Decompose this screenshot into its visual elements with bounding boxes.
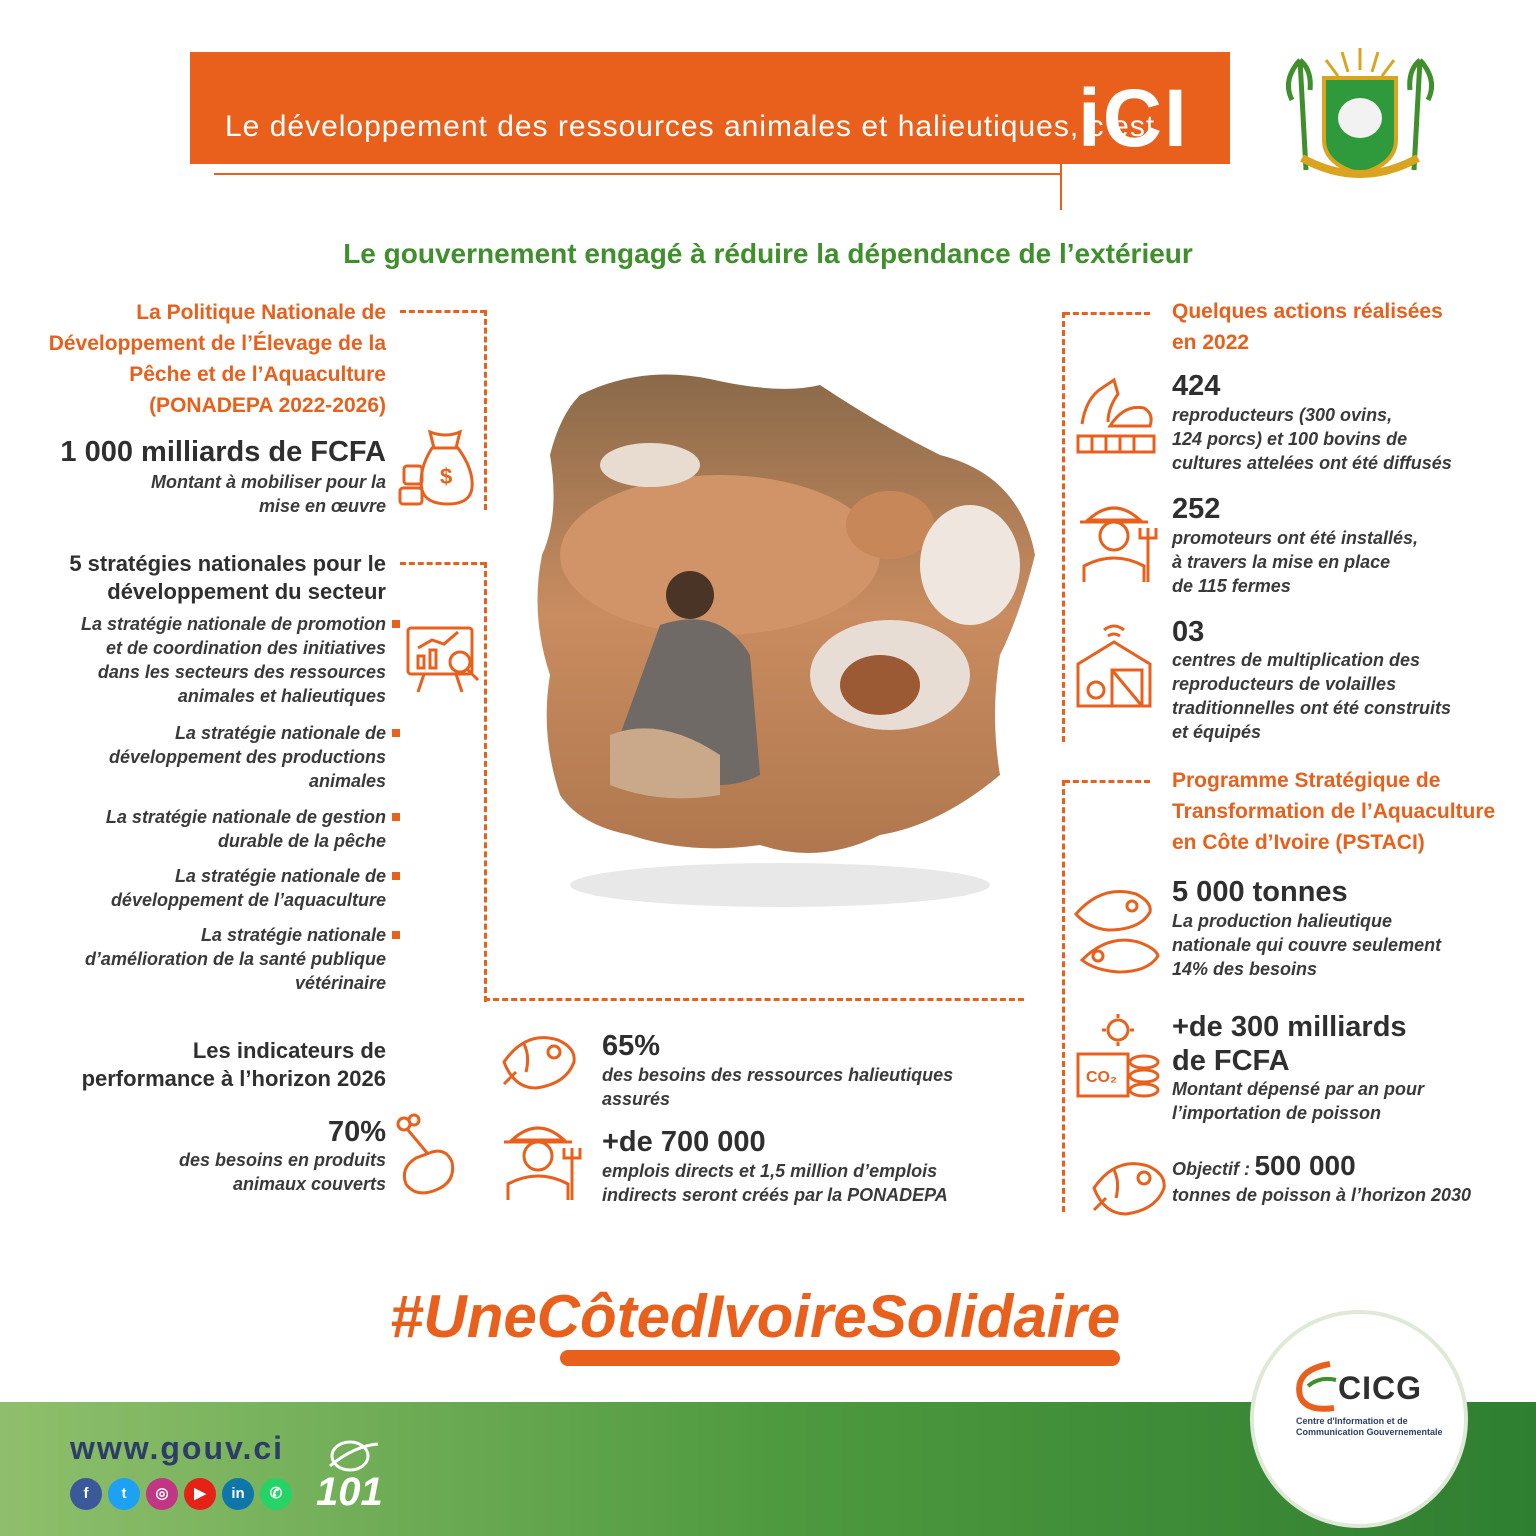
action-desc-line: à travers la mise en place bbox=[1172, 552, 1391, 572]
import-value-line: +de 300 milliards bbox=[1172, 1011, 1407, 1043]
amount-description bbox=[30, 470, 386, 518]
bullet bbox=[392, 729, 400, 737]
stat1-desc-line: assurés bbox=[602, 1089, 671, 1109]
actions-title-line: en 2022 bbox=[1172, 331, 1250, 354]
action3-value: 03 bbox=[1172, 616, 1205, 648]
strategy-line: La stratégie nationale de promotion bbox=[80, 614, 386, 634]
action2-value: 252 bbox=[1172, 493, 1221, 525]
bullet bbox=[392, 620, 400, 628]
banner-text: Le développement des ressources animales et halieutiques, c’est bbox=[225, 110, 1156, 143]
banner-highlight: iCI bbox=[1078, 73, 1189, 164]
youtube-icon[interactable]: ▶ bbox=[184, 1478, 216, 1510]
policy-title-line: Développement de l’Élevage de la bbox=[48, 332, 386, 355]
dashed-connector bbox=[1064, 312, 1150, 315]
whatsapp-icon[interactable]: ✆ bbox=[260, 1478, 292, 1510]
livestock-icon bbox=[1074, 374, 1158, 458]
two-fish-icon bbox=[1068, 876, 1164, 976]
objective-label: Objectif : bbox=[1172, 1159, 1251, 1179]
strategy-line: La stratégie nationale de gestion bbox=[105, 807, 386, 827]
strategy-item bbox=[20, 923, 386, 995]
import-value bbox=[1172, 1010, 1407, 1078]
program-title-line: en Côte d’Ivoire (PSTACI) bbox=[1172, 831, 1425, 854]
production-desc-line: 14% des besoins bbox=[1172, 959, 1318, 979]
policy-title bbox=[30, 297, 386, 421]
farmer-icon bbox=[498, 1118, 582, 1202]
production-description bbox=[1172, 909, 1522, 981]
action-desc-line: traditionnelles ont été construits bbox=[1172, 698, 1452, 718]
action-desc-line: centres de multiplication des bbox=[1172, 650, 1421, 670]
objective-value: 500 000 bbox=[1254, 1150, 1356, 1181]
dashed-connector bbox=[484, 310, 487, 510]
indicator-desc-line: animaux couverts bbox=[232, 1174, 386, 1194]
action-desc-line: promoteurs ont été installés, bbox=[1172, 528, 1419, 548]
svg-text:$: $ bbox=[440, 464, 453, 489]
dashed-connector bbox=[1064, 780, 1150, 783]
farmer-icon bbox=[1074, 498, 1158, 586]
strategy-line: animales bbox=[308, 771, 386, 791]
instagram-icon[interactable]: ◎ bbox=[146, 1478, 178, 1510]
strategy-item bbox=[20, 721, 386, 793]
strategy-line: développement des productions bbox=[108, 747, 386, 767]
bullet bbox=[392, 813, 400, 821]
bullet bbox=[392, 872, 400, 880]
stat2-desc-line: emplois directs et 1,5 million d’emplois bbox=[602, 1161, 938, 1181]
bullet bbox=[392, 931, 400, 939]
dashed-connector bbox=[400, 562, 486, 565]
action2-description bbox=[1172, 526, 1522, 598]
action-desc-line: 124 porcs) et 100 bovins de bbox=[1172, 429, 1408, 449]
dashed-connector bbox=[484, 998, 1024, 1001]
strategies-title bbox=[30, 550, 386, 606]
objective-description: tonnes de poisson à l’horizon 2030 bbox=[1172, 1185, 1472, 1205]
cicg-logo: CICG bbox=[1338, 1370, 1422, 1406]
cicg-sub-line: Communication Gouvernementale bbox=[1296, 1427, 1443, 1437]
policy-title-line: (PONADEPA 2022-2026) bbox=[149, 394, 386, 417]
cattle-photo bbox=[520, 355, 1040, 915]
program-title-line: Transformation de l’Aquaculture bbox=[1172, 800, 1496, 823]
action3-description bbox=[1172, 648, 1522, 744]
policy-title-line: La Politique Nationale de bbox=[136, 301, 386, 324]
strategy-line: vétérinaire bbox=[294, 973, 386, 993]
import-desc-line: l’importation de poisson bbox=[1172, 1103, 1382, 1123]
dashed-connector bbox=[484, 562, 487, 1002]
production-desc-line: La production halieutique bbox=[1172, 911, 1392, 931]
fish-icon bbox=[496, 1022, 582, 1094]
cicg-subtitle bbox=[1296, 1416, 1443, 1438]
svg-text:CO₂: CO₂ bbox=[1086, 1069, 1118, 1086]
action1-description bbox=[1172, 403, 1522, 475]
page-subtitle: Le gouvernement engagé à réduire la dépendance de l’extérieur bbox=[343, 238, 1193, 269]
action1-value: 424 bbox=[1172, 370, 1221, 402]
indicators-title-line: Les indicateurs de bbox=[192, 1038, 386, 1063]
strategies-title-line: développement du secteur bbox=[107, 579, 386, 604]
banner-underline bbox=[214, 173, 1062, 175]
hotline-number: 101 bbox=[316, 1470, 383, 1514]
production-desc-line: nationale qui couvre seulement bbox=[1172, 935, 1442, 955]
strategy-item bbox=[20, 805, 386, 853]
strategy-line: La stratégie nationale de bbox=[174, 866, 386, 886]
strategy-line: et de coordination des initiatives bbox=[105, 638, 386, 658]
stat1-desc-line: des besoins des ressources halieutiques bbox=[602, 1065, 954, 1085]
action-desc-line: et équipés bbox=[1172, 722, 1262, 742]
policy-title-line: Pêche et de l’Aquaculture bbox=[129, 363, 386, 386]
indicator-description bbox=[30, 1148, 386, 1196]
social-icons bbox=[70, 1478, 292, 1510]
brush-underline bbox=[560, 1350, 1120, 1366]
amount-desc-line: Montant à mobiliser pour la bbox=[150, 472, 386, 492]
objective bbox=[1172, 1150, 1356, 1182]
money-stack-icon bbox=[1074, 1010, 1162, 1100]
production-value: 5 000 tonnes bbox=[1172, 876, 1348, 908]
money-bag-icon bbox=[396, 426, 476, 510]
program-title bbox=[1172, 765, 1522, 858]
website-link[interactable]: www.gouv.ci bbox=[70, 1430, 285, 1466]
strategy-item bbox=[20, 612, 386, 708]
indicator-value: 70% bbox=[327, 1116, 386, 1148]
import-description bbox=[1172, 1077, 1522, 1125]
indicators-title-line: performance à l’horizon 2026 bbox=[81, 1066, 386, 1091]
strategy-line: développement de l’aquaculture bbox=[110, 890, 386, 910]
program-title-line: Programme Stratégique de bbox=[1172, 769, 1441, 792]
strategy-line: La stratégie nationale bbox=[200, 925, 386, 945]
fish-icon bbox=[1086, 1148, 1170, 1224]
strategy-line: dans les secteurs des ressources bbox=[97, 662, 386, 682]
twitter-icon[interactable]: t bbox=[108, 1478, 140, 1510]
hashtag: #UneCôtedIvoireSolidaire bbox=[390, 1283, 1121, 1350]
analytics-board-icon bbox=[404, 622, 484, 696]
dashed-connector bbox=[1062, 312, 1065, 742]
stat1-description bbox=[602, 1063, 1022, 1111]
actions-title bbox=[1172, 296, 1512, 358]
action-desc-line: reproducteurs (300 ovins, bbox=[1172, 405, 1393, 425]
strategy-line: animales et halieutiques bbox=[177, 686, 386, 706]
indicators-title bbox=[30, 1037, 386, 1093]
amount-value: 1 000 milliards de FCFA bbox=[60, 436, 386, 468]
indicator-desc-line: des besoins en produits bbox=[178, 1150, 386, 1170]
stat2-desc-line: indirects seront créés par la PONADEPA bbox=[602, 1185, 948, 1205]
strategy-line: durable de la pêche bbox=[217, 831, 386, 851]
import-desc-line: Montant dépensé par an pour bbox=[1172, 1079, 1425, 1099]
strategy-line: d’amélioration de la santé publique bbox=[84, 949, 386, 969]
linkedin-icon[interactable]: in bbox=[222, 1478, 254, 1510]
banner-tail bbox=[1060, 160, 1062, 210]
amount-desc-line: mise en œuvre bbox=[258, 496, 386, 516]
stat2-description bbox=[602, 1159, 1042, 1207]
import-value-line: de FCFA bbox=[1172, 1045, 1290, 1077]
strategy-item bbox=[20, 864, 386, 912]
action-desc-line: reproducteurs de volailles bbox=[1172, 674, 1397, 694]
stat1-value: 65% bbox=[602, 1030, 661, 1062]
cicg-swoosh-icon bbox=[1290, 1356, 1340, 1416]
header-banner bbox=[190, 52, 1230, 164]
strategy-line: La stratégie nationale de bbox=[174, 723, 386, 743]
coat-of-arms-icon bbox=[1272, 40, 1448, 192]
poultry-farm-icon bbox=[1074, 620, 1158, 710]
cicg-sub-line: Centre d'Information et de bbox=[1296, 1416, 1408, 1426]
facebook-icon[interactable]: f bbox=[70, 1478, 102, 1510]
action-desc-line: cultures attelées ont été diffusés bbox=[1172, 453, 1452, 473]
stat2-value: +de 700 000 bbox=[602, 1126, 766, 1158]
action-desc-line: de 115 fermes bbox=[1172, 576, 1291, 596]
chicken-leg-icon bbox=[394, 1112, 466, 1200]
dashed-connector bbox=[400, 310, 486, 313]
strategies-title-line: 5 stratégies nationales pour le bbox=[69, 551, 386, 576]
actions-title-line: Quelques actions réalisées bbox=[1172, 300, 1443, 323]
dashed-connector bbox=[1062, 780, 1065, 1212]
